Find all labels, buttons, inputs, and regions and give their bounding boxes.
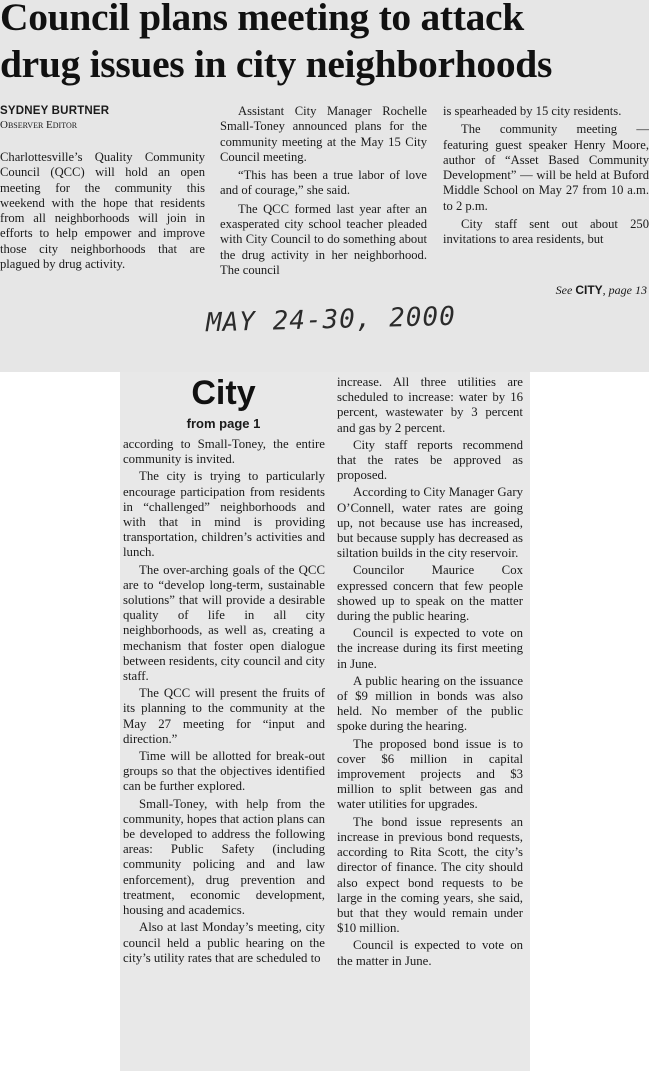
paragraph: City staff sent out about 250 invitations to area residents, but xyxy=(443,217,649,247)
paragraph: The proposed bond issue is to cover $6 million in capital improvement projects and $3 million to split between gas and water utilities for upgrades. xyxy=(337,736,523,812)
headline xyxy=(0,0,649,88)
paragraph: Small-Toney, with help from the community, hopes that action plans can be developed to address the following areas: Public Safety (including community policing and and law enforcement), drug prevention and treatment, economic development, housing and academics. xyxy=(123,796,325,918)
handwritten-date: MAY 24-30, 2000 xyxy=(205,301,457,339)
paragraph: Also at last Monday’s meeting, city council held a public hearing on the city’s utility rates that are scheduled to xyxy=(123,920,325,965)
paragraph: A public hearing on the issuance of $9 million in bonds was also held. No member of the public spoke during the hearing. xyxy=(337,673,523,734)
continuation-clipping xyxy=(120,372,530,1071)
front-page-clipping xyxy=(0,0,649,372)
paragraph: Assistant City Manager Rochelle Small-Toney announced plans for the community meeting at the May 15 City Council meeting. xyxy=(220,104,427,164)
paragraph: Councilor Maurice Cox expressed concern that few people showed up to speak on the matter during the public hearing. xyxy=(337,563,523,624)
paragraph: The QCC formed last year after an exasperated city school teacher pleaded with City Council to do something about the drug activity in her neighborhood. The council xyxy=(220,201,427,277)
byline-name: SYDNEY BURTNER xyxy=(0,105,110,117)
paragraph: The over-arching goals of the QCC are to “develop long-term, sustainable solutions” that will provide a desirable quality of life in all city neighborhoods, as well as, creating a mechanism that foster open dialogue between residents, city council and city staff. xyxy=(123,562,325,684)
article-column-3 xyxy=(443,104,649,251)
article-column-1 xyxy=(0,150,205,275)
paragraph: is spearheaded by 15 city residents. xyxy=(443,104,622,118)
paragraph: Council is expected to vote on the increase during its first meeting in June. xyxy=(337,626,523,671)
continuation-reference xyxy=(556,283,647,298)
paragraph: increase. All three utilities are scheduled to increase: water by 16 percent, wastewater by 3 percent and gas by 2 percent. xyxy=(337,375,523,435)
jump-title: City xyxy=(191,374,256,412)
byline xyxy=(0,104,215,132)
paragraph: The city is trying to particularly encourage participation from residents in “challenged” neighborhoods and with that in mind is providing transportation, children’s activities and lunch. xyxy=(123,469,325,560)
see-page: , page 13 xyxy=(602,283,647,297)
paragraph: The bond issue represents an increase in previous bond requests, according to Rita Scott, the city’s director of finance. The city should also expect bond requests to be large in the coming years, she said, but that they would remain under $10 million. xyxy=(337,814,523,936)
headline-line-1: Council plans meeting to attack xyxy=(0,0,524,39)
paragraph: “This has been a true labor of love and of courage,” she said. xyxy=(220,168,427,198)
continuation-column-2 xyxy=(337,375,523,971)
see-prefix: See xyxy=(555,283,573,297)
paragraph: City staff reports recommend that the rates be approved as proposed. xyxy=(337,437,523,483)
byline-role: Observer Editor xyxy=(0,119,78,131)
paragraph: According to City Manager Gary O’Connell, water rates are going up, not because use has increased, but because supply has decreased as siltation builds in the city reservoir. xyxy=(337,485,523,561)
paragraph: Council is expected to vote on the matter in June. xyxy=(337,938,523,968)
jump-subtitle: from page 1 xyxy=(186,416,261,431)
article-column-2 xyxy=(220,104,427,281)
paragraph: Time will be allotted for break-out groups so that the objectives identified can be further explored. xyxy=(123,749,325,794)
paragraph: Charlottesville’s Quality Community Council (QCC) will hold an open meeting for the community this weekend with the hope that residents from all neighborhoods will join in efforts to help empower and improve those city neighborhoods that are plagued by drug activity. xyxy=(0,150,205,272)
continuation-column-1 xyxy=(123,437,325,968)
paragraph: The QCC will present the fruits of its planning to the community at the May 27 meeting for “input and direction.” xyxy=(123,686,325,746)
paragraph: The community meeting — featuring guest speaker Henry Moore, author of “Asset Based Community Development” — will be held at Buford Middle School on May 27 from 10 a.m. to 2 p.m. xyxy=(443,122,649,213)
headline-line-2: drug issues in city neighborhoods xyxy=(0,42,553,86)
paragraph: according to Small-Toney, the entire community is invited. xyxy=(123,437,325,467)
see-section: CITY xyxy=(575,283,603,297)
